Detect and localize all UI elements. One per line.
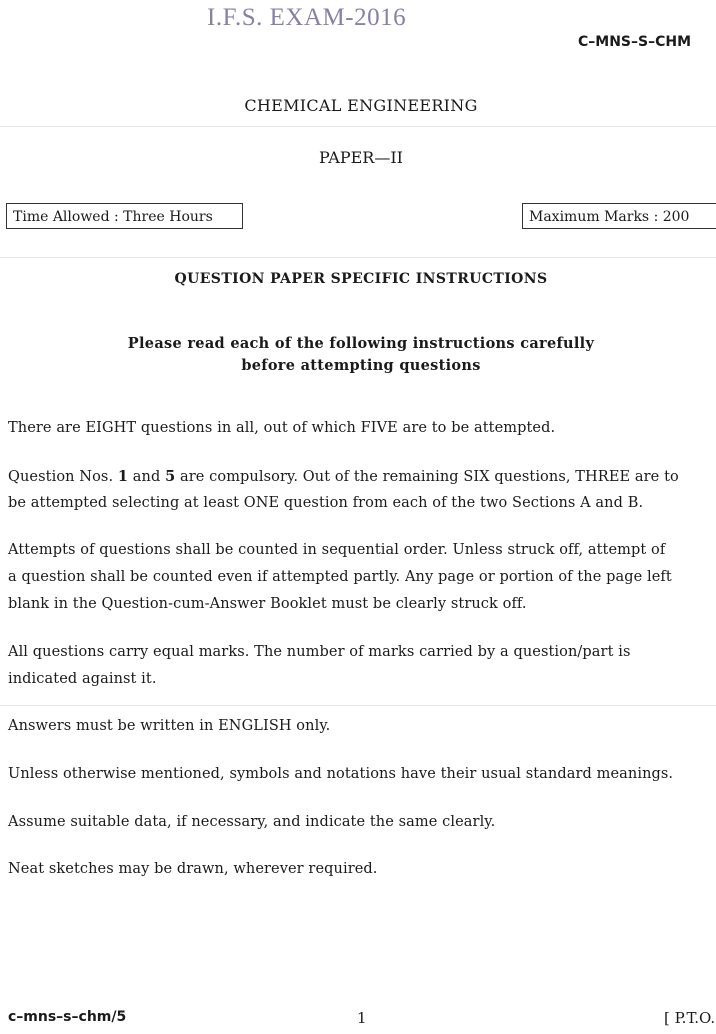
paper-title: PAPER—II [319,148,403,167]
instruction-line: blank in the Question-cum-Answer Booklet must be clearly struck off. [8,596,527,612]
instruction-line: All questions carry equal marks. The number of marks carried by a question/part is [8,644,631,660]
instruction-paragraph: Neat sketches may be drawn, wherever required. [8,861,378,877]
instruction-text: are compulsory. Out of the remaining SIX questions, THREE are to [175,469,679,485]
divider [0,257,716,258]
instruction-text: Question Nos. [8,469,118,485]
instruction-paragraph: Unless otherwise mentioned, symbols and notations have their usual standard meanings. [8,766,674,782]
instruction-paragraph: Assume suitable data, if necessary, and indicate the same clearly. [8,814,496,830]
instruction-text: and [128,469,166,485]
time-allowed-box: Time Allowed : Three Hours [6,203,243,229]
instruction-paragraph: There are EIGHT questions in all, out of which FIVE are to be attempted. [8,420,556,436]
instructions-subheading-line1: Please read each of the following instructions carefully [127,335,595,352]
instruction-paragraph [8,463,716,491]
instruction-line: be attempted selecting at least ONE question from each of the two Sections A and B. [8,495,644,511]
maximum-marks-box: Maximum Marks : 200 [522,203,716,229]
question-number: 1 [117,468,129,485]
divider [0,705,716,706]
instruction-paragraph: Answers must be written in ENGLISH only. [8,718,331,734]
exam-stamp: I.F.S. EXAM-2016 [207,4,407,31]
subject-title: CHEMICAL ENGINEERING [244,96,478,115]
divider [0,126,716,127]
instructions-subheading-line2: before attempting questions [241,357,481,374]
instruction-line: Attempts of questions shall be counted in sequential order. Unless struck off, attempt of [8,542,666,558]
footer-code: c–mns–s–chm/5 [8,1009,127,1025]
pto-label: [ P.T.O. [664,1009,716,1027]
page-number: 1 [357,1009,367,1027]
question-number: 5 [165,468,176,485]
instructions-heading: QUESTION PAPER SPECIFIC INSTRUCTIONS [174,271,548,287]
instruction-line: a question shall be counted even if attempted partly. Any page or portion of the page left [8,569,672,585]
paper-code: C–MNS–S–CHM [578,34,692,50]
instruction-line: indicated against it. [8,671,157,687]
